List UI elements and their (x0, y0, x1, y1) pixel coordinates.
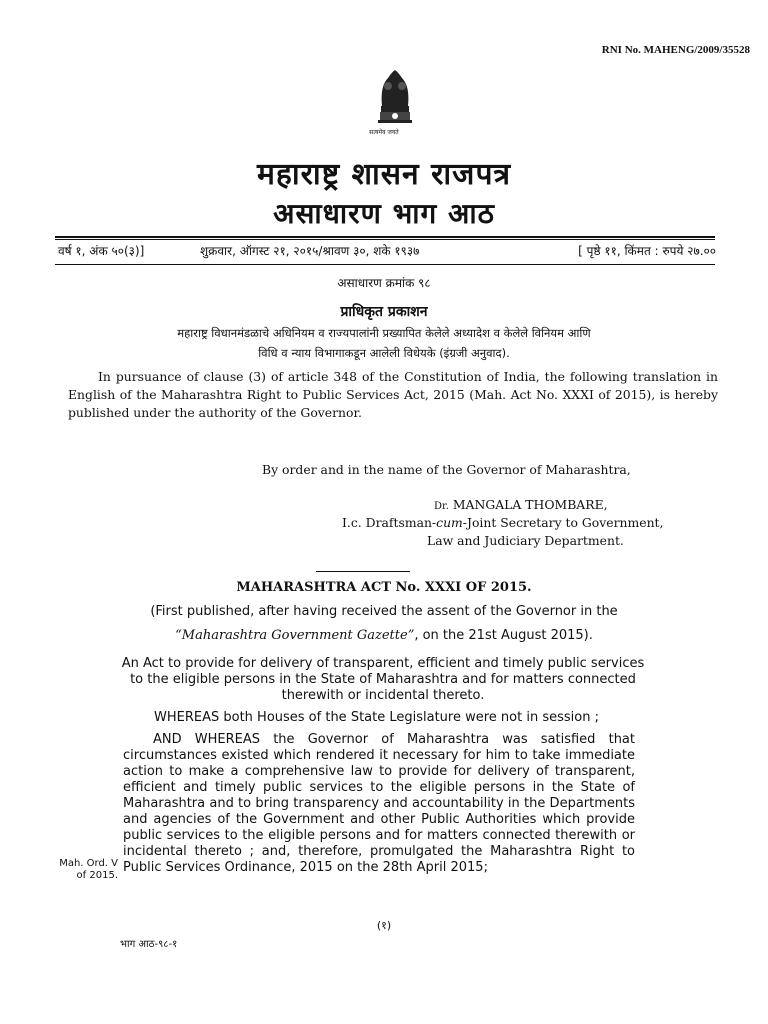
whereas-clause-2-text: AND WHEREAS the Governor of Maharashtra was satisfied that circumstances existed which rendered it necessary for him to take immediate action to make a comprehensive law to provide for delivery of transparent, efficient and timely public services to the eligible persons in the State of Maharashtra and to bring transparency and accountability in the Departments and agencies of the Government and other Public Authorities which provide public services to the eligible persons and for matters connected therewith or incidental thereto ; and, therefore, promulgated the Maharashtra Right to Public Services Ordinance, 2015 on the 28th April 2015; (123, 732, 635, 875)
extraordinary-number: असाधारण क्रमांक ९८ (337, 276, 431, 290)
signatory-name (434, 497, 608, 512)
issue-date: शुक्रवार, ऑगस्ट २१, २०१५/श्रावण ३०, शके १९३७ (200, 244, 420, 258)
signatory-prefix: Dr. (434, 501, 449, 512)
rni-number: RNI No. MAHENG/2009/35528 (601, 44, 750, 56)
signatory-department: Law and Judiciary Department. (427, 533, 624, 548)
issue-pages-price: [ पृष्ठे ११, किंमत : रुपये २७.०० (578, 244, 716, 258)
first-published-date: , on the 21st August 2015). (414, 628, 593, 643)
act-title: MAHARASHTRA ACT No. XXXI OF 2015. (236, 580, 532, 595)
page-number: (१) (376, 919, 392, 932)
first-published-line1: (First published, after having received the assent of the Governor in the (150, 604, 618, 619)
by-order-line: By order and in the name of the Governor of Maharashtra, (262, 462, 631, 477)
designation-part-a: I.c. Draftsman- (342, 515, 437, 530)
footer-reference: भाग आठ-९८-१ (120, 939, 178, 950)
gazette-name: “Maharashtra Government Gazette” (175, 628, 415, 643)
publication-description-line1: महाराष्ट्र विधानमंडळाचे अधिनियम व राज्यपालांनी प्रख्यापित केलेले अध्यादेश व केलेले विनियम आणि (177, 326, 591, 340)
signatory-name-text: MANGALA THOMBARE, (452, 497, 608, 512)
gazette-subtitle: असाधारण भाग आठ (273, 197, 495, 230)
act-description: An Act to provide for delivery of transparent, efficient and timely public services to the eligible persons in the State of Maharashtra and for matters connected therewith or incidental thereto. (121, 656, 645, 703)
publication-description-line2: विधि व न्याय विभागाकडून आलेली विधेयके (इंग्रजी अनुवाद). (258, 346, 510, 360)
whereas-clause-2 (123, 732, 635, 876)
first-published-line2 (0, 628, 768, 643)
designation-part-b: -Joint Secretary to Government, (462, 515, 664, 530)
intro-paragraph: In pursuance of clause (3) of article 348 of the Constitution of India, the following translation in English of the Maharashtra Right to Public Services Act, 2015 (Mah. Act No. XXXI of 2015), is hereby published under the authority of the Governor. (68, 369, 718, 420)
header-rule (55, 236, 715, 238)
designation-cum: cum (436, 515, 463, 530)
whereas-clause-1: WHEREAS both Houses of the State Legislature were not in session ; (154, 710, 599, 725)
issue-volume: वर्ष १, अंक ५०(३)] (58, 244, 145, 258)
section-divider (316, 571, 410, 572)
header-rule-thin (55, 239, 715, 240)
meta-rule (55, 264, 715, 265)
emblem-motto: सत्यमेव जयते (369, 129, 399, 136)
gazette-title: महाराष्ट्र शासन राजपत्र (256, 157, 512, 192)
signatory-designation (342, 515, 663, 530)
publication-title: प्राधिकृत प्रकाशन (340, 304, 428, 320)
margin-note: Mah. Ord. V of 2015. (59, 858, 118, 881)
